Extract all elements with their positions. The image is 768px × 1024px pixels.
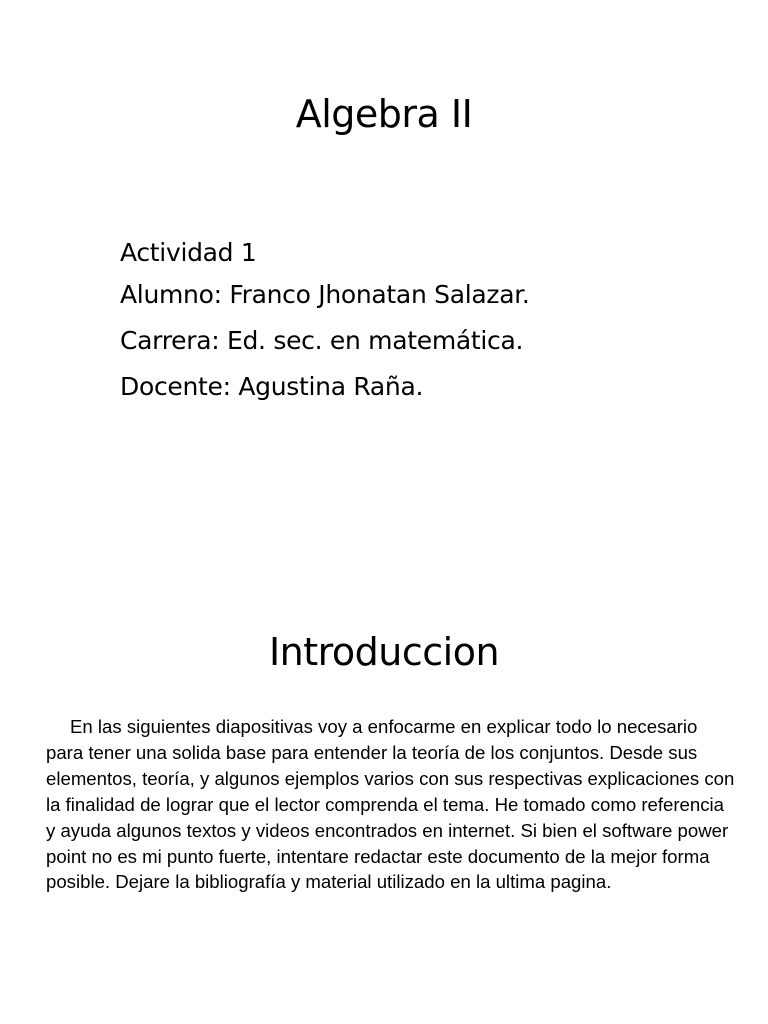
- slide-title: Algebra II: [295, 92, 473, 136]
- teacher-label: Docente: Agustina Raña.: [120, 372, 424, 401]
- career-label: Carrera: Ed. sec. en matemática.: [120, 326, 524, 355]
- activity-label: Actividad 1: [120, 238, 257, 267]
- introduction-paragraph: En las siguientes diapositivas voy a enfocarme en explicar todo lo necesario para tener una solida base para entender la teoría de los conjuntos. Desde sus elementos, teoría, y algunos ejemplos varios con sus respectivas explicaciones con la finalidad de lograr que el lector comprenda el tema. He tomado como referencia y ayuda algunos textos y videos encontrados en internet. Si bien el software power point no es mi punto fuerte, intentare redactar este documento de la mejor forma posible. Dejare la bibliografía y material utilizado en la ultima pagina.: [46, 716, 735, 893]
- introduction-title: Introduccion: [268, 630, 500, 674]
- introduction-slide: [0, 512, 768, 1024]
- student-label: Alumno: Franco Jhonatan Salazar.: [120, 280, 530, 309]
- slide-details: [120, 234, 740, 410]
